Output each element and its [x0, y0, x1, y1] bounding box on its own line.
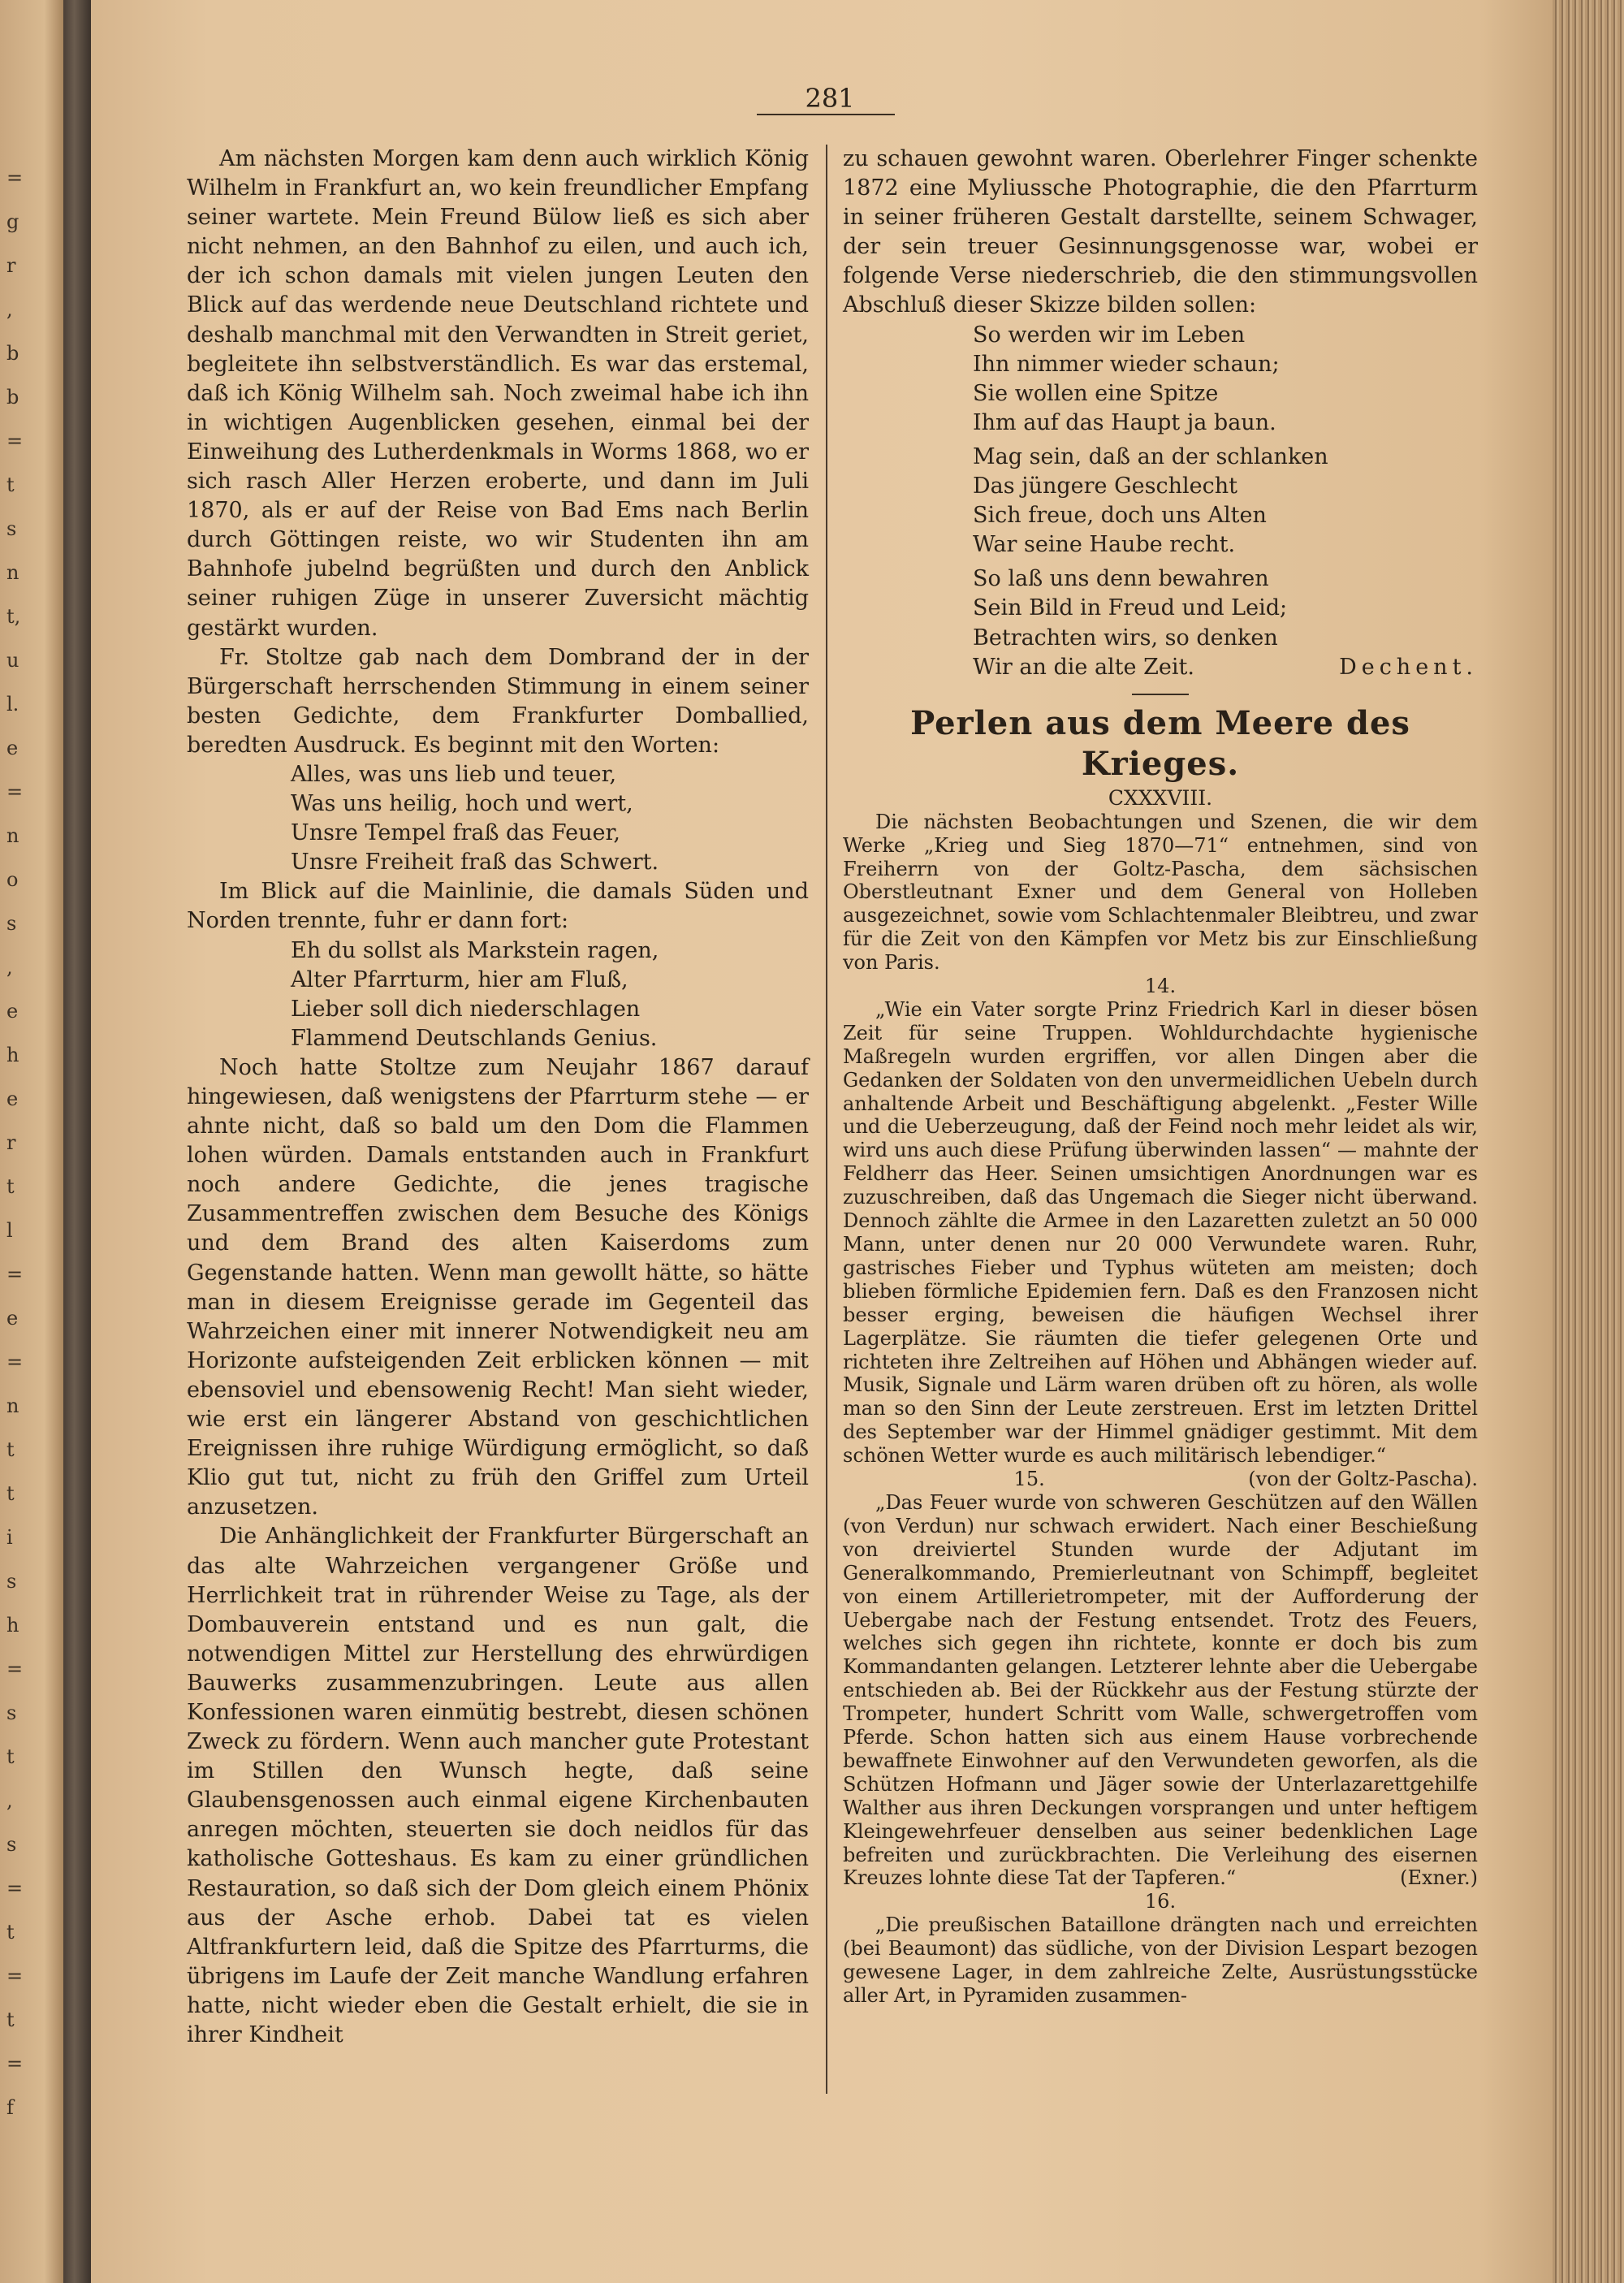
margin-fragment: t — [6, 473, 15, 496]
right-column — [843, 145, 1478, 2008]
margin-fragment: t — [6, 1438, 15, 1461]
margin-fragment: r — [6, 1131, 16, 1154]
margin-fragment: i — [6, 1526, 13, 1549]
section-number: CXXXVIII. — [1108, 785, 1213, 810]
margin-fragment: , — [6, 298, 13, 321]
item-body: „Wie ein Vater sorgte Prinz Friedrich Karl in dieser bösen Zeit für seine Truppen. Wohldurchdachte hygienische Maßregeln wurden ergriffen, vor allen Dingen aber die Gedanken der Soldaten von den unvermeidlichen Uebeln durch anhaltende Arbeit und Beschäftigung abgelenkt. „Fester Wille und die Ueberzeugung, daß der Feind noch mehr leidet als wir, wird uns auch diese Prüfung überwinden lassen“ — mahnte der Feldherr das Heer. Seinen umsichtigen Anordnungen war es zuzuschreiben, daß das Ungemach die Sieger nicht überwand. Dennoch zählte die Armee in den Lazaretten zuletzt an 50 000 Mann, unter denen nur 20 000 Verwundete waren. Ruhr, gastrisches Fieber und Typhus wüteten am meisten; doch blieben förmliche Epidemien fern. Daß es den Franzosen nicht besser erging, beweisen die häufigen Wechsel ihrer Lagerplätze. Sie räumten die tiefer gelegenen Orte und richteten ihre Zeltreihen auf Höhen und Abhängen wieder auf. Musik, Signale und Lärm waren drüben oft zu hören, als wolle man so den Sinn der Leute zerstreuen. Erst im letzten Drittel des September war der Himmel gnädiger gestimmt. Mit dem schönen Wetter wurde es auch militärisch lebendiger.“ — [843, 997, 1478, 1468]
item-text — [843, 1491, 1478, 1890]
poem-line: Lieber soll dich niederschlagen — [291, 996, 641, 1022]
item-number: 14. — [1144, 975, 1177, 998]
column-divider — [826, 145, 827, 2094]
item-body: „Die preußischen Bataillone drängten nach und erreichten (bei Beaumont) das südliche, von der Division Lespart bezogen gewesene Lager, in dem zahlreiche Zelte, Ausrüstungsstücke aller Art, in Pyramiden zusammen- — [843, 1913, 1478, 2007]
poem-line: Ihn nimmer wieder schaun; — [973, 351, 1280, 377]
margin-fragment: l — [6, 1219, 13, 1242]
paragraph: Die Anhänglichkeit der Frankfurter Bürgerschaft an das alte Wahrzeichen vergangener Größe und Herrlichkeit trat in rührender Weise zu Tage, als der Dombauverein entstand und es nun galt, die notwendigen Mittel zur Herstellung des ehrwürdigen Bauwerks zusammenzubringen. Leute aus allen Konfessionen waren einmütig bestrebt, diesen schönen Zweck zu fördern. Wenn auch mancher gute Protestant im Stillen den Wunsch hegte, daß seine Glaubensgenossen auch einmal eigene Kirchenbauten anregen möchten, steuerten sie doch neidlos für das katholische Gotteshaus. Es kam zu einer gründlichen Restauration, so daß sich der Dom gleich einem Phönix aus der Asche erhob. Dabei tat es vielen Altfrankfurtern leid, daß die Spitze des Pfarrturms, die übrigens im Laufe der Zeit manche Wandlung erfahren hatte, nicht wieder eben die Gestalt erhielt, die sie in ihrer Kindheit — [187, 1524, 809, 2047]
margin-fragment: s — [6, 912, 17, 935]
poem-line: Flammend Deutschlands Genius. — [291, 1025, 658, 1051]
adjacent-page-edge — [0, 0, 63, 2283]
paragraph: Im Blick auf die Mainlinie, die damals Süden und Norden trennte, fuhr er dann fort: — [187, 879, 809, 934]
margin-fragment: s — [6, 1833, 17, 1856]
item-number: 15. — [1013, 1468, 1045, 1491]
margin-fragment: n — [6, 824, 19, 847]
margin-fragment: s — [6, 517, 17, 540]
poem-stanza — [187, 760, 809, 877]
poem-line: Das jüngere Geschlecht — [973, 473, 1237, 499]
page-number: 281 — [805, 83, 855, 114]
margin-fragment: = — [6, 1877, 24, 1900]
poem-line: Alles, was uns lieb und teuer, — [291, 761, 617, 787]
poem-line: Alter Pfarrturm, hier am Fluß, — [291, 966, 628, 992]
header-rule — [757, 114, 895, 115]
item-author: (von der Goltz-Pascha). — [1248, 1468, 1478, 1491]
margin-fragment: t — [6, 2008, 15, 2031]
item-body: „Das Feuer wurde von schweren Geschützen auf den Wällen (von Verdun) nur schwach erwidert. Nach einer Beschießung von dreiviertel Stunden wurde der Adjutant im Generalkommando, Premierleutnant von Schimpff, begleitet von einem Artillerietrompeter, mit der Aufforderung der Uebergabe nach der Festung entsendet. Trotz des Feuers, welches sich gegen ihn richtete, konnte er doch bis zum Kommandanten gelangen. Letzterer lehnte aber die Uebergabe entschieden ab. Bei der Rückkehr aus der Festung stürzte der Trompeter, hundert Schritt vom Walle, schwergetroffen vom Pferde. Schon hatten sich aus einem Hause vorbrechende bewaffnete Einwohner auf den Verwundeten geworfen, als die Schützen Hofmann und Jäger sowie der Unterlazarettgehilfe Walther aus ihren Deckungen vorsprangen und unter heftigem Kleingewehrfeuer denselben aus seiner bedenklichen Lage befreiten und zurückbrachten. Die Verleihung des eisernen Kreuzes lohnte diese Tat der Tapferen.“ — [843, 1490, 1478, 1890]
margin-fragment: = — [6, 430, 24, 452]
book-page — [91, 0, 1553, 2283]
poem-author: Dechent. — [1339, 654, 1478, 680]
margin-fragment: e — [6, 1307, 19, 1330]
margin-fragment: r — [6, 254, 16, 277]
poem-line-text: Wir an die alte Zeit. — [973, 654, 1194, 680]
margin-fragment: b — [6, 342, 19, 365]
poem-line: Unsre Tempel fraß das Feuer, — [291, 820, 621, 846]
poem-line: Betrachten wirs, so denken — [973, 625, 1278, 651]
poem — [843, 321, 1478, 682]
poem-line: So laß uns denn bewahren — [973, 566, 1269, 592]
margin-fragment: t — [6, 1482, 15, 1505]
page-stack-edge — [1553, 0, 1624, 2283]
poem-line: Eh du sollst als Markstein ragen, — [291, 937, 659, 963]
margin-fragment: s — [6, 1701, 17, 1724]
item-number: 16. — [1144, 1890, 1177, 1913]
margin-fragment: g — [6, 210, 19, 233]
paragraph: Fr. Stoltze gab nach dem Dombrand der in der Bürgerschaft herrschenden Stimmung in einem seiner besten Gedichte, dem Frankfurter Domballied, beredten Ausdruck. Es beginnt mit den Worten: — [187, 644, 809, 758]
margin-fragment: e — [6, 1087, 19, 1110]
section-rule — [1132, 694, 1189, 695]
poem-line: Unsre Freiheit fraß das Schwert. — [291, 850, 659, 876]
margin-fragment: h — [6, 1614, 19, 1637]
margin-fragment: , — [6, 956, 13, 979]
margin-fragment: = — [6, 780, 24, 803]
margin-fragment: , — [6, 1789, 13, 1812]
margin-fragment: u — [6, 649, 19, 672]
margin-fragment: b — [6, 386, 19, 409]
margin-fragment: = — [6, 1351, 24, 1373]
paragraph: Am nächsten Morgen kam denn auch wirklich König Wilhelm in Frankfurt an, wo kein freundlicher Empfang seiner wartete. Mein Freund Bülow ließ es sich aber nicht nehmen, an den Bahnhof zu eilen, und auch ich, der ich schon damals mit vielen jungen Leuten den Blick auf das werdende neue Deutschland richtete und deshalb manchmal mit den Verwandten in Streit geriet, begleitete ihn selbstverständlich. Es war das erstemal, daß ich König Wilhelm sah. Noch zweimal habe ich ihn in wichtigen Augenblicken gesehen, einmal bei der Einweihung des Lutherdenkmals in Worms 1868, wo er sich rasch Aller Herzen eroberte, und dann im Juli 1870, als er auf der Reise von Bad Ems nach Berlin durch Göttingen reiste, wo wir Studenten ihn am Bahnhofe jubelnd begrüßten und durch den Anblick seiner ruhigen Züge in unserer Zuversicht mächtig gestärkt wurden. — [187, 146, 809, 641]
intro-paragraph: Die nächsten Beobachtungen und Szenen, die wir dem Werke „Krieg und Sieg 1870—71“ entnehmen, sind von Freiherrn von der Goltz-Pascha, dem sächsischen Oberstleutnant Exner und dem General von Holleben ausgezeichnet, sowie vom Schlachtenmaler Bleibtreu, und zwar für die Zeit von den Kämpfen vor Metz bis zur Einschließung von Paris. — [843, 810, 1478, 975]
left-column — [187, 145, 809, 2050]
margin-fragment: t — [6, 1175, 15, 1198]
margin-fragment: = — [6, 1658, 24, 1680]
margin-fragment: n — [6, 1394, 19, 1417]
margin-fragment: o — [6, 868, 19, 891]
margin-fragment: = — [6, 1263, 24, 1286]
poem-line: War seine Haube recht. — [973, 532, 1236, 558]
poem-line: Sein Bild in Freud und Leid; — [973, 595, 1288, 621]
poem-line: Sie wollen eine Spitze — [973, 380, 1219, 406]
margin-fragment: h — [6, 1044, 19, 1066]
margin-fragment: n — [6, 561, 19, 584]
book-gutter — [63, 0, 91, 2283]
margin-fragment: t — [6, 1921, 15, 1944]
margin-fragment: f — [6, 2096, 14, 2119]
margin-fragment: e — [6, 737, 19, 759]
poem-stanza — [187, 936, 809, 1053]
margin-fragment: l. — [6, 693, 19, 716]
margin-fragment: = — [6, 2052, 24, 2075]
poem-line: Sich freue, doch uns Alten — [973, 503, 1267, 529]
section-title: Perlen aus dem Meere des Krieges. — [910, 703, 1410, 783]
margin-fragment: = — [6, 1965, 24, 1987]
poem-line: Mag sein, daß an der schlanken — [973, 443, 1328, 469]
poem-line: So werden wir im Leben — [973, 322, 1246, 348]
margin-fragment: e — [6, 1000, 19, 1023]
item-author: (Exner.) — [1400, 1866, 1478, 1890]
margin-fragment: t — [6, 1745, 15, 1768]
margin-fragment: t, — [6, 605, 21, 628]
poem-line: Ihm auf das Haupt ja baun. — [973, 409, 1276, 435]
paragraph: Noch hatte Stoltze zum Neujahr 1867 darauf hingewiesen, daß wenigstens der Pfarrturm stehe — er ahnte nicht, daß so bald um den Dom die Flammen lohen würden. Damals entstanden auch in Frankfurt noch andere Gedichte, die jenes tragische Zusammentreffen zwischen dem Besuche des Königs und dem Brand des alten Kaiserdoms zum Gegenstande hatten. Wenn man gewollt hätte, so hätte man in diesem Ereignisse gerade im Gegenteil das Wahrzeichen einer mit innerer Notwendigkeit neu am Horizonte aufsteigenden Zeit erblicken können — mit ebensoviel und ebensowenig Recht! Man sieht wieder, wie erst ein längerer Abstand von geschichtlichen Ereignissen ihre ruhige Würdigung ermöglicht, so daß Klio gut tut, nicht zu früh den Griffel zum Urteil anzusetzen. — [187, 1054, 809, 1520]
margin-fragment: = — [6, 166, 24, 189]
poem-line: Was uns heilig, hoch und wert, — [291, 791, 633, 817]
margin-fragment: s — [6, 1570, 17, 1593]
paragraph: zu schauen gewohnt waren. Oberlehrer Finger schenkte 1872 eine Myliussche Photographie, die den Pfarrturm in seiner früheren Gestalt darstellte, seinem Schwager, der sein treuer Gesinnungsgenosse war, wobei er folgende Verse niederschrieb, die den stimmungsvollen Abschluß dieser Skizze bilden sollen: — [843, 146, 1478, 318]
item-text — [843, 1913, 1478, 2008]
poem-line-last — [973, 653, 1478, 682]
